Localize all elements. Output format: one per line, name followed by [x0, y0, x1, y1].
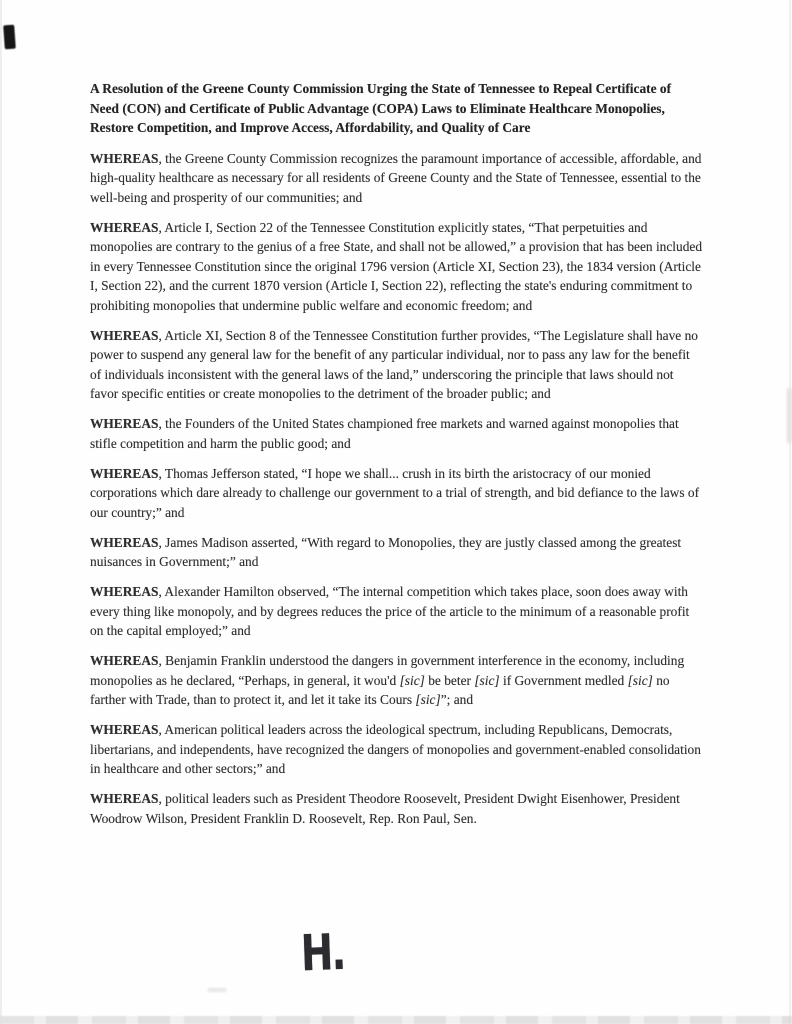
paragraph-text: , James Madison asserted, “With regard to Monopolies, they are justly classed among the greatest nuisances in Government;” and — [90, 534, 682, 569]
paragraph — [90, 720, 703, 779]
paragraph — [90, 218, 703, 316]
paragraph-text: [sic] — [415, 692, 441, 707]
paragraph-text: be beter — [424, 672, 475, 688]
scan-right-smudge — [787, 388, 792, 443]
document-title: A Resolution of the Greene County Commission Urging the State of Tennessee to Repeal Certificate of Need (CON) and Certificate of Public Advantage (COPA) Laws to Eliminate Healthcare Monopolies, Restore Competition, and Improve Access, Affordability, and Quality of Care — [90, 81, 672, 135]
paragraph-text: [sic] — [474, 672, 500, 688]
paragraph-text: , Thomas Jefferson stated, “I hope we shall... crush in its birth the aristocracy of our monied corporations which dare already to challenge our government to a trial of strength, and bid defiance to the laws of our country;” and — [90, 465, 700, 520]
paragraph-text: , American political leaders across the ideological spectrum, including Republicans, Democrats, libertarians, and independents, have recognized the dangers of monopolies and government-enabled consolidation in healthcare and other sectors;” and — [90, 722, 701, 776]
whereas-lead: WHEREAS — [90, 327, 159, 343]
paragraph-text: , political leaders such as President Theodore Roosevelt, President Dwight Eisenhower, President Woodrow Wilson, President Franklin D. Roosevelt, Rep. Ron Paul, Sen. — [90, 791, 680, 826]
scan-corner-artifact — [3, 25, 16, 50]
paragraph — [90, 326, 703, 404]
paragraph — [90, 789, 703, 828]
whereas-lead: WHEREAS — [90, 653, 159, 668]
whereas-lead: WHEREAS — [90, 465, 159, 481]
scan-bottom-smudge — [208, 988, 226, 992]
paragraph — [90, 414, 703, 453]
scan-right-edge — [789, 0, 791, 1024]
whereas-lead: WHEREAS — [90, 791, 159, 806]
paragraph-text: , the Greene County Commission recognizes the paramount importance of accessible, affordable, and high-quality healthcare as necessary for all residents of Greene County and the State of Tennessee, essential to the well-being and prosperity of our communities; and — [90, 150, 702, 205]
whereas-lead: WHEREAS — [90, 150, 159, 166]
paragraph-text: if Government medled — [499, 672, 628, 688]
scan-bottom-band — [0, 1016, 792, 1024]
paragraphs — [90, 149, 703, 829]
paragraph-text: [sic] — [399, 672, 425, 688]
paragraph-text: ”; and — [440, 692, 474, 707]
paragraph — [90, 149, 703, 208]
whereas-lead: WHEREAS — [90, 584, 159, 599]
paragraph-text: no farther with Trade, than to protect it, and let it take its Cours — [90, 672, 670, 707]
paragraph-text: , Article XI, Section 8 of the Tennessee Constitution further provides, “The Legislature shall have no power to suspend any general law for the benefit of any particular individual, nor to pass any law for the benefit of individuals inconsistent with the general laws of the land,” underscoring the principle that laws should not favor specific entities or create monopolies to the detriment of the broader public; and — [90, 327, 698, 401]
document-content — [90, 79, 703, 839]
paragraph-text: , Article I, Section 22 of the Tennessee Constitution explicitly states, “That perpetuities and monopolies are contrary to the genius of a free State, and shall not be allowed,” a provision that has been included in every Tennessee Constitution since the original 1796 version (Article XI, Section 23), the 1834 version (Article I, Section 22), and the current 1870 version (Article I, Section 22), reflecting the state's enduring commitment to prohibiting monopolies that undermine public welfare and economic freedom; and — [90, 219, 703, 313]
handwritten-letter-annotation: H. — [299, 922, 346, 983]
whereas-lead: WHEREAS — [90, 219, 159, 235]
whereas-lead: WHEREAS — [90, 534, 159, 550]
paragraph — [90, 464, 703, 523]
scan-left-edge — [0, 0, 2, 1024]
paragraph — [90, 582, 703, 641]
paragraph-text: , Benjamin Franklin understood the dangers in government interference in the economy, including monopolies as he declared, “Perhaps, in general, it wou'd — [90, 653, 685, 688]
paragraph — [90, 533, 703, 572]
paragraph-text: , the Founders of the United States championed free markets and warned against monopolies that stifle competition and harm the public good; and — [90, 416, 679, 451]
whereas-lead: WHEREAS — [90, 722, 159, 737]
whereas-lead: WHEREAS — [90, 416, 159, 431]
paragraph-text: , Alexander Hamilton observed, “The internal competition which takes place, soon does away with every thing like monopoly, and by degrees reduces the price of the article to the minimum of a reasonable profit on the capital employed;” and — [90, 584, 690, 638]
paragraph — [90, 651, 703, 710]
paragraph-text: [sic] — [627, 672, 653, 688]
